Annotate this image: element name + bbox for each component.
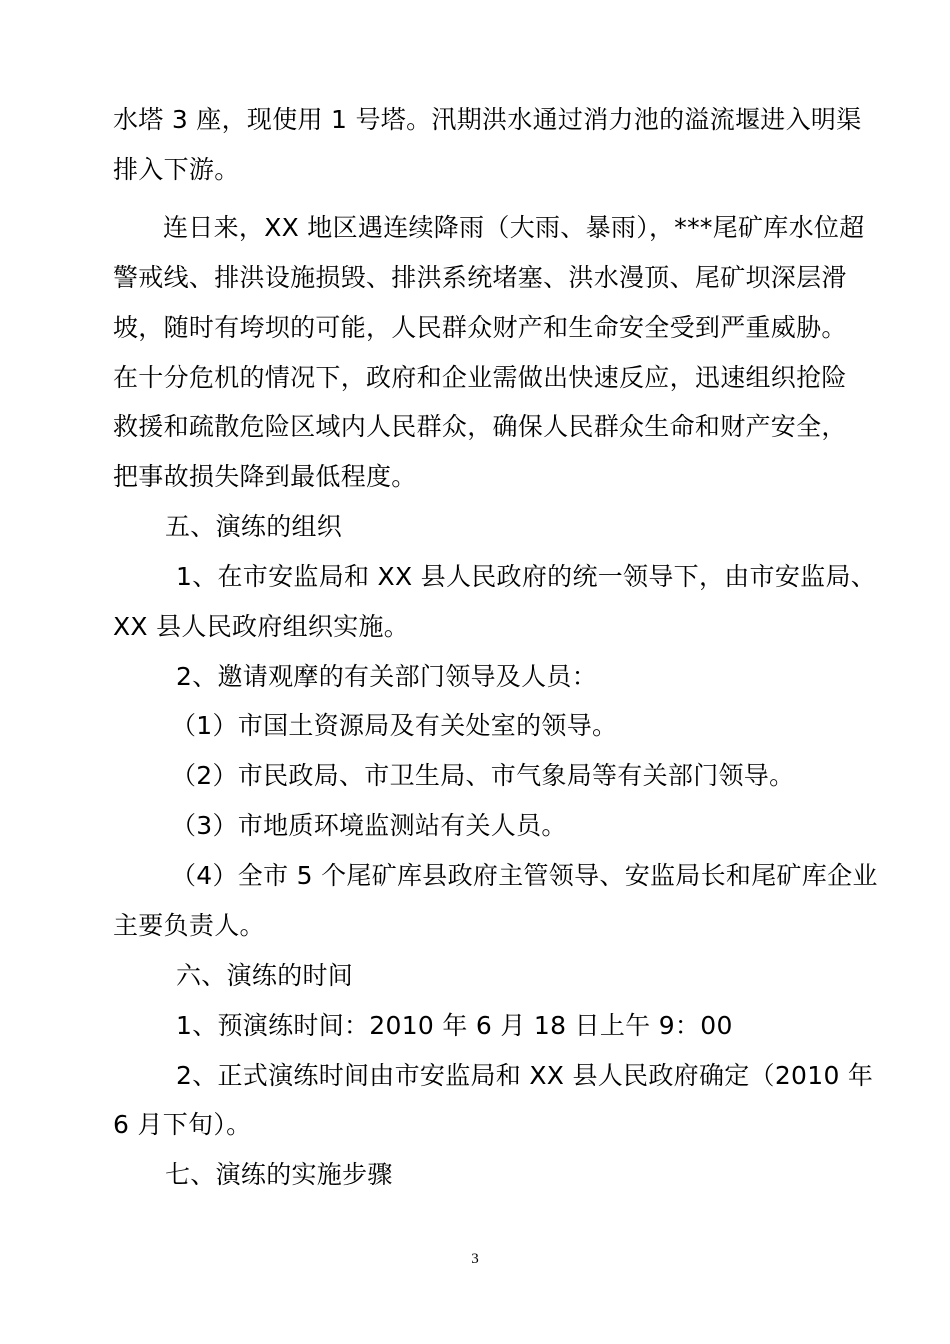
sub-list-item: （4）全市 5 个尾矿库县政府主管领导、安监局长和尾矿库企业 (171, 861, 878, 890)
list-item: 2、邀请观摩的有关部门领导及人员： (176, 662, 598, 691)
section-heading: 六、演练的时间 (176, 961, 354, 990)
text-line: 坡，随时有垮坝的可能，人民群众财产和生命安全受到严重威胁。 (113, 313, 847, 342)
text-line: XX 县人民政府组织实施。 (113, 612, 410, 641)
page-number: 3 (471, 1251, 479, 1267)
section-heading: 五、演练的组织 (165, 512, 343, 541)
sub-list-item: （2）市民政局、市卫生局、市气象局等有关部门领导。 (171, 761, 795, 790)
text-line: 6 月下旬）。 (113, 1110, 252, 1139)
list-item: 1、预演练时间：2010 年 6 月 18 日上午 9：00 (176, 1011, 733, 1040)
list-item: 2、正式演练时间由市安监局和 XX 县人民政府确定（2010 年 (176, 1061, 874, 1090)
sub-list-item: （3）市地质环境监测站有关人员。 (171, 811, 567, 840)
text-line: 水塔 3 座，现使用 1 号塔。汛期洪水通过消力池的溢流堰进入明渠 (113, 105, 862, 134)
text-line: 在十分危机的情况下，政府和企业需做出快速反应，迅速组织抢险 (113, 363, 847, 392)
section-heading: 七、演练的实施步骤 (165, 1160, 393, 1189)
paragraph-start: 连日来，XX 地区遇连续降雨（大雨、暴雨），***尾矿库水位超 (163, 213, 865, 242)
list-item: 1、在市安监局和 XX 县人民政府的统一领导下，由市安监局、 (176, 562, 877, 591)
sub-list-item: （1）市国土资源局及有关处室的领导。 (171, 711, 618, 740)
text-line: 排入下游。 (113, 155, 240, 184)
text-line: 主要负责人。 (113, 911, 265, 940)
text-line: 救援和疏散危险区域内人民群众，确保人民群众生命和财产安全， (113, 412, 847, 441)
text-line: 警戒线、排洪设施损毁、排洪系统堵塞、洪水漫顶、尾矿坝深层滑 (113, 263, 847, 292)
text-line: 把事故损失降到最低程度。 (113, 462, 417, 491)
